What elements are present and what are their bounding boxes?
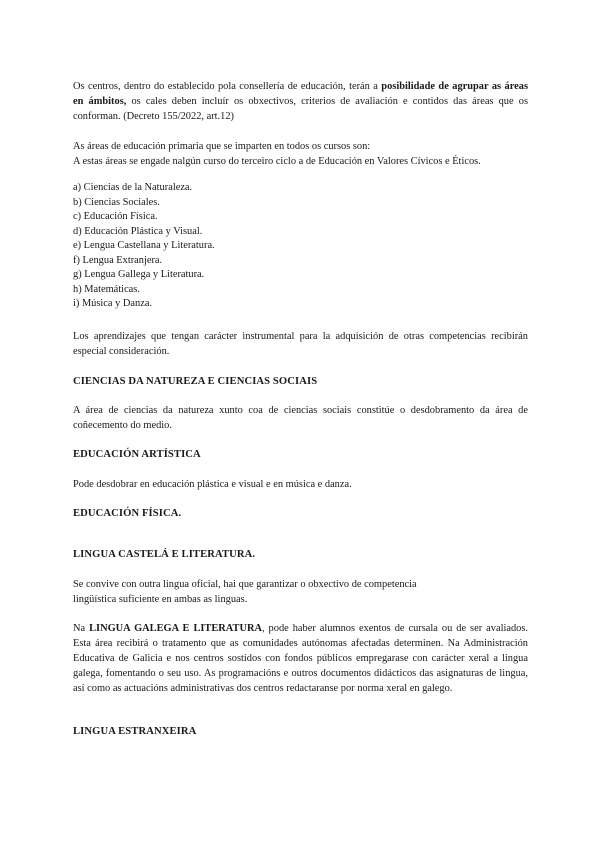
- heading-estranxeira: LINGUA ESTRANXEIRA: [73, 726, 197, 737]
- list-item: g) Lengua Gallega y Literatura.: [73, 269, 205, 280]
- ciencias-paragraph: A área de ciencias da natureza xunto coa de ciencias sociais constitúe o desdobramento da área de coñecemento do medio.: [73, 405, 528, 431]
- galega-text: , pode haber alumnos exentos de cursala ou de ser avaliados. Esta área recibirá o tratamento que as comunidades autónomas afectadas determinen. Na Administración Educativa de Galicia e nos centros sostidos con fondos públicos empregarase con carácter xeral a lingua galega, fomentando o seu uso. As programacións e outros documentos didácticos das asignaturas de lingua, así como as actuacións administrativas dos centros redactaranse por norma xeral en galego.: [73, 623, 528, 694]
- areas-list: [73, 181, 528, 312]
- heading-artistica: EDUCACIÓN ARTÍSTICA: [73, 449, 201, 460]
- castela-line-2: lingüística suficiente en ambas as linguas.: [73, 594, 248, 605]
- list-item: f) Lengua Extranjera.: [73, 254, 163, 266]
- castela-paragraph: [73, 577, 528, 607]
- intro-paragraph: [73, 79, 528, 124]
- castela-line-1: Se convive con outra lingua oficial, hai que garantizar o obxectivo de competencia: [73, 579, 417, 590]
- areas-intro-line-2: A estas áreas se engade nalgún curso do terceiro ciclo a de Educación en Valores Cívicos e Éticos.: [73, 156, 481, 167]
- list-item: c) Educación Física.: [73, 211, 158, 222]
- heading-fisica: EDUCACIÓN FÍSICA.: [73, 508, 182, 519]
- instrumental-paragraph: Los aprendizajes que tengan carácter instrumental para la adquisición de otras competencias recibirán especial consideración.: [73, 331, 528, 357]
- heading-castela: LINGUA CASTELÁ E LITERATURA.: [73, 549, 256, 560]
- list-item: e) Lengua Castellana y Literatura.: [73, 240, 215, 251]
- list-item: b) Ciencias Sociales.: [73, 196, 160, 208]
- list-item: d) Educación Plástica y Visual.: [73, 225, 203, 237]
- galega-prefix: Na: [73, 623, 90, 634]
- list-item: a) Ciencias de la Naturaleza.: [73, 182, 193, 193]
- galega-bold-text: LINGUA GALEGA E LITERATURA: [89, 623, 262, 634]
- intro-text-end: os cales deben incluír os obxectivos, criterios de avaliación e contidos das áreas que os conforman. (Decreto 155/2022, art.12): [73, 96, 528, 122]
- areas-intro-line-1: As áreas de educación primaria que se imparten en todos os cursos son:: [73, 141, 371, 152]
- list-item: h) Matemáticas.: [73, 283, 140, 295]
- intro-text-start: Os centros, dentro do establecido pola consellería de educación, terán a: [73, 81, 382, 92]
- list-item: i) Música y Danza.: [73, 298, 153, 309]
- artistica-paragraph: Pode desdobrar en educación plástica e visual e en música e danza.: [73, 479, 352, 490]
- heading-ciencias: CIENCIAS DA NATUREZA E CIENCIAS SOCIAIS: [73, 376, 318, 387]
- areas-intro-paragraph: [73, 139, 528, 169]
- intro-bold-text: posibilidade de agrupar as áreas en ámbitos,: [73, 81, 528, 107]
- galega-paragraph: [73, 621, 528, 696]
